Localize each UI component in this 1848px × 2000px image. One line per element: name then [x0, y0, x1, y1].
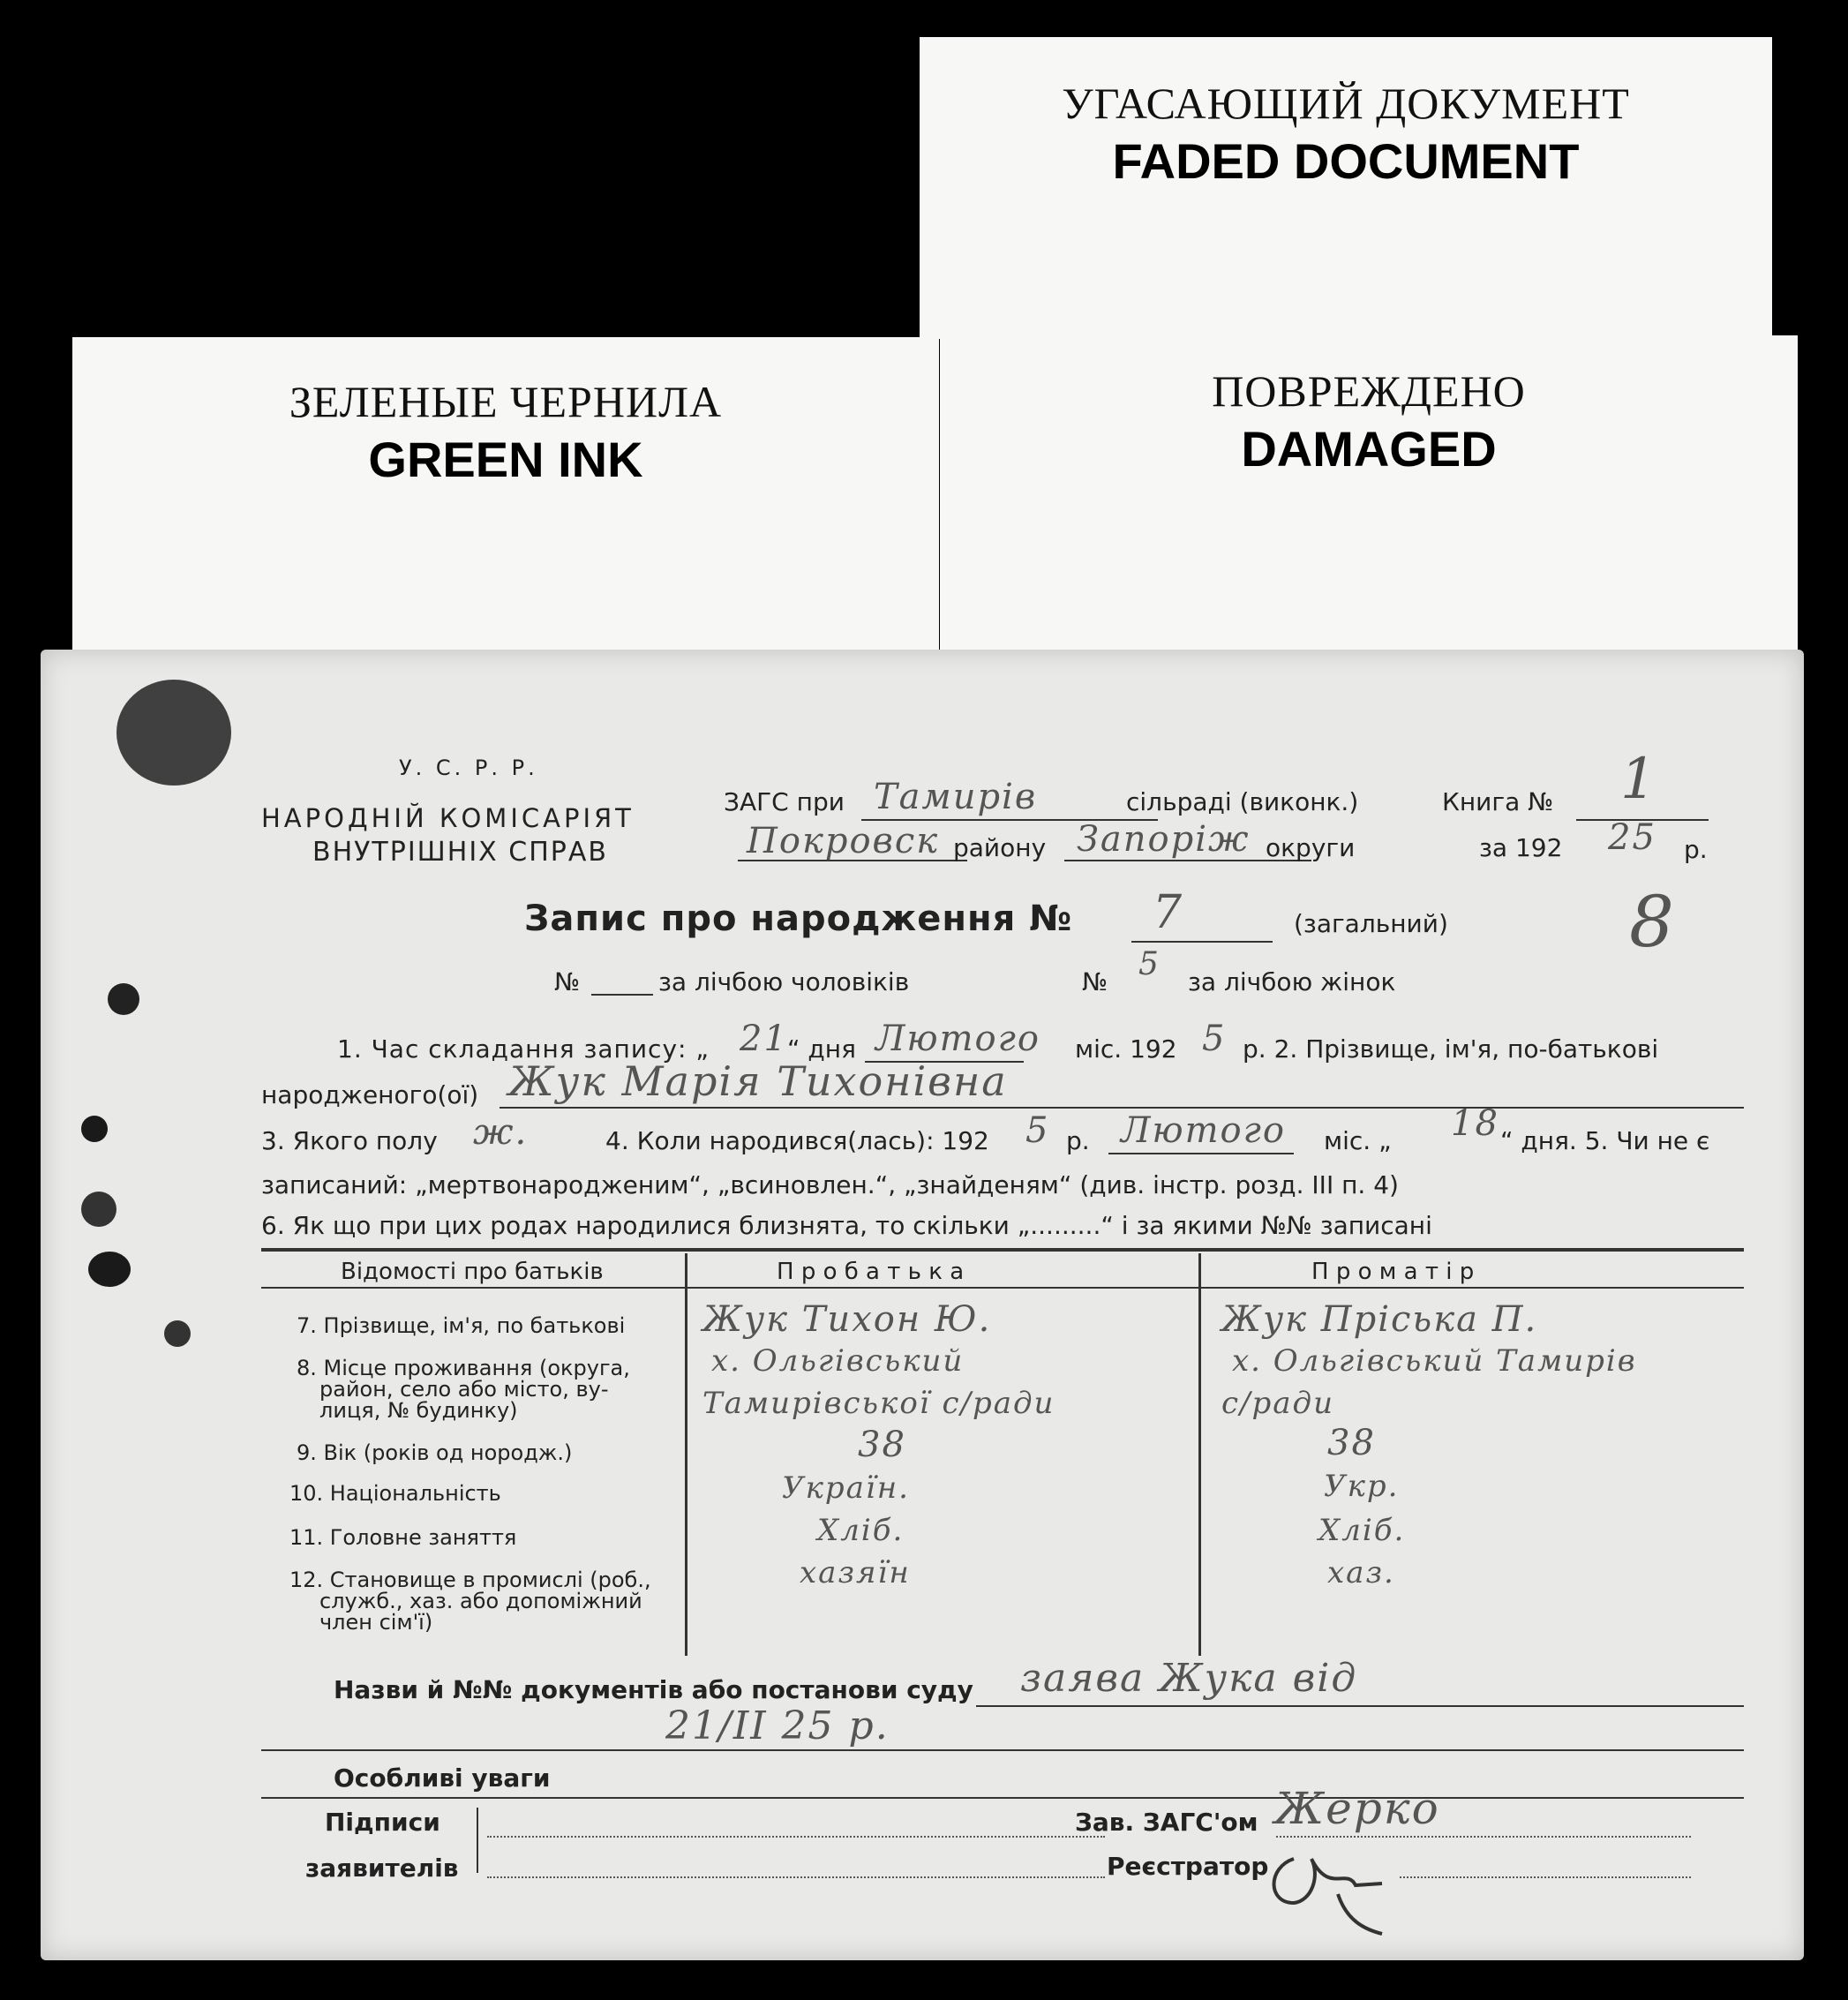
registrar-signature [1258, 1832, 1461, 1938]
father-place-2: Тамирівської с/ради [702, 1386, 1055, 1421]
women-no-value: 5 [1138, 946, 1161, 982]
line1-d: р. 2. Прізвище, ім'я, по-батькові [1243, 1034, 1659, 1064]
record-number-value: 7 [1153, 886, 1184, 939]
okrug-label: округи [1266, 833, 1356, 862]
father-nationality: Україн. [782, 1470, 910, 1506]
table-header-rule [261, 1287, 1744, 1289]
mother-name: Жук Пріська П. [1221, 1299, 1538, 1340]
ink-stain [116, 680, 231, 786]
margin-mark: 8 [1629, 881, 1676, 963]
table-row-label-12a: 12. Становище в промислі (роб., [289, 1568, 651, 1592]
okrug-value: Запоріж [1077, 819, 1251, 860]
line3-a: 3. Якого полу [261, 1126, 438, 1155]
record-number-line [1131, 941, 1273, 943]
table-row-label-8a: 8. Місце проживання (округа, [297, 1356, 630, 1380]
mother-place-2: с/ради [1221, 1386, 1334, 1421]
line1-a: 1. Час складання запису: „ [337, 1034, 710, 1064]
record-year-digit: 5 [1202, 1019, 1227, 1059]
table-row-label-7: 7. Прізвище, ім'я, по батькові [297, 1313, 626, 1338]
birth-month-line [1108, 1153, 1294, 1154]
district-label: району [953, 833, 1047, 862]
signatures-label: Підписи [325, 1808, 440, 1837]
damaged-card [940, 335, 1798, 655]
punch-hole [81, 1116, 108, 1142]
child-name-value: Жук Марія Тихонівна [508, 1057, 1008, 1105]
punch-hole [108, 983, 139, 1015]
birth-year-digit: 5 [1025, 1110, 1050, 1151]
book-value: 1 [1620, 747, 1658, 812]
birth-record-form [41, 650, 1804, 1960]
table-col-head-parents: Відомості про батьків [341, 1259, 604, 1285]
line3-b: 4. Коли народився(лась): 192 [605, 1126, 989, 1155]
punch-hole [88, 1252, 131, 1287]
record-title: Запис про народження № [524, 898, 1073, 939]
women-count-label: за лічбою жінок [1188, 967, 1396, 996]
line4-label: записаний: „мертвонародженим“, „всиновлен.“, „знайденям“ (див. інстр. розд. III п. 4) [261, 1170, 1399, 1199]
line5-label: 6. Як що при цих родах народилися близнята, то скільки „.........“ і за якими №№ записані [261, 1211, 1432, 1240]
mother-place-1: х. Ольгівський Тамирів [1232, 1343, 1637, 1379]
zags-village-value: Тамирів [874, 777, 1038, 817]
punch-hole [81, 1192, 116, 1227]
faded-ru-label: УГАСАЮЩИЙ ДОКУМЕНТ [1062, 79, 1630, 128]
table-row-label-8c: лиця, № будинку) [319, 1398, 518, 1423]
sex-value: ж. [473, 1112, 529, 1153]
line1-c: міс. 192 [1075, 1034, 1177, 1064]
year-value: 25 [1608, 817, 1656, 858]
documents-date-value: 21/II 25 р. [665, 1703, 890, 1748]
book-no-label: Книга № [1442, 787, 1554, 816]
damaged-en-label: DAMAGED [1241, 421, 1497, 477]
table-col-head-mother: П р о м а т і р [1311, 1259, 1475, 1285]
line1-b: “ дня [787, 1034, 856, 1064]
record-month-value: Лютого [875, 1019, 1040, 1059]
men-no-label: № [554, 967, 581, 996]
signatures-divider [477, 1808, 478, 1873]
table-top-rule [261, 1248, 1744, 1252]
record-day-value: 21 [740, 1019, 788, 1059]
father-age: 38 [858, 1425, 906, 1465]
men-count-label: за лічбою чоловіків [658, 967, 910, 996]
table-row-label-11: 11. Головне заняття [289, 1525, 517, 1550]
table-row-label-8b: район, село або місто, ву- [319, 1377, 609, 1402]
child-name-line [500, 1107, 1744, 1109]
head-signature: Жерко [1274, 1783, 1440, 1834]
line3-d: міс. „ [1324, 1126, 1392, 1155]
faded-en-label: FADED DOCUMENT [1112, 133, 1580, 189]
registrar-label: Реєстратор [1107, 1852, 1269, 1881]
notes-label: Особливі уваги [334, 1763, 551, 1793]
notes-line [261, 1797, 1744, 1799]
line3-c: р. [1066, 1126, 1090, 1155]
internal-affairs-label: ВНУТРІШНІХ СПРАВ [312, 837, 608, 868]
damaged-ru-label: ПОВРЕЖДЕНО [1212, 366, 1526, 416]
general-label: (загальний) [1294, 909, 1448, 938]
documents-line-2 [261, 1749, 1744, 1751]
ussr-label: У. С. Р. Р. [399, 756, 538, 780]
registrar-sign-line [1400, 1876, 1691, 1878]
faded-document-card [920, 37, 1772, 339]
women-no-label: № [1082, 967, 1108, 996]
mother-status: хаз. [1327, 1555, 1395, 1590]
documents-line [976, 1705, 1744, 1707]
table-col-divider-2 [1198, 1253, 1201, 1656]
documents-value: заява Жука від [1020, 1656, 1358, 1701]
father-place-1: х. Ольгівський [711, 1343, 965, 1379]
year-suffix-label: р. [1684, 835, 1708, 864]
green-en-label: GREEN INK [368, 432, 643, 487]
mother-occupation: Хліб. [1318, 1513, 1406, 1548]
men-no-line [591, 994, 653, 996]
line2-label: народженого(ої) [261, 1080, 479, 1109]
village-council-label: сільраді (виконк.) [1126, 787, 1359, 816]
documents-label: Назви й №№ документів або постанови суду [334, 1675, 973, 1704]
green-ru-label: ЗЕЛЕНЫЕ ЧЕРНИЛА [289, 377, 723, 426]
applicant-sign-line-1 [487, 1836, 1105, 1838]
table-col-head-father: П р о б а т ь к а [777, 1259, 965, 1285]
commissariat-label: НАРОДНІЙ КОМІСАРІЯТ [261, 803, 635, 833]
father-occupation: Хліб. [817, 1513, 905, 1548]
mother-age: 38 [1327, 1423, 1376, 1463]
birth-day-value: 18 [1451, 1103, 1499, 1144]
district-value: Покровск [747, 821, 940, 861]
line3-e: “ дня. 5. Чи не є [1500, 1126, 1710, 1155]
punch-hole [164, 1320, 191, 1347]
table-row-label-10: 10. Національність [289, 1481, 501, 1506]
birth-month-value: Лютого [1121, 1110, 1286, 1151]
year-prefix-label: за 192 [1479, 833, 1563, 862]
applicant-sign-line-2 [487, 1876, 1105, 1878]
applicants-label: заявителів [305, 1853, 459, 1883]
mother-nationality: Укр. [1324, 1469, 1400, 1504]
table-col-divider-1 [685, 1253, 687, 1656]
head-label: Зав. ЗАГС'ом [1075, 1808, 1258, 1837]
father-name: Жук Тихон Ю. [702, 1299, 992, 1340]
zags-at-label: ЗАГС при [724, 787, 845, 816]
father-status: хазяїн [800, 1555, 911, 1590]
table-row-label-12b: служб., хаз. або допоміжний [319, 1589, 642, 1613]
green-ink-card [72, 337, 939, 655]
table-row-label-9: 9. Вік (років од нородж.) [297, 1440, 573, 1465]
table-row-label-12c: член сім'ї) [319, 1610, 433, 1635]
